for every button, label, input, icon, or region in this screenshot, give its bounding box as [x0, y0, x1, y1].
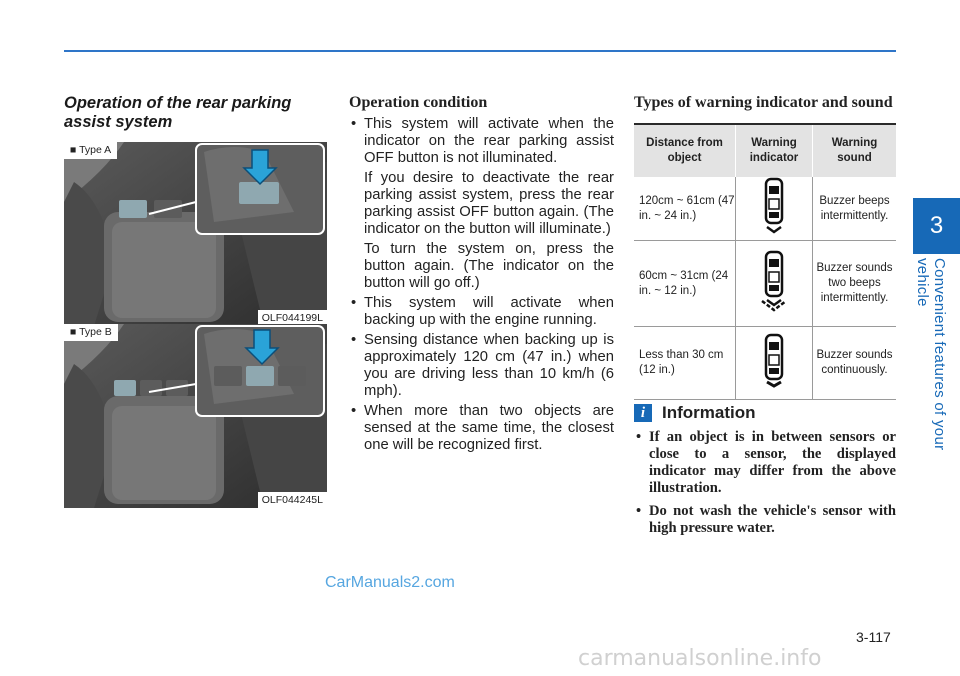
- column-header-distance: Distance from object: [634, 124, 736, 177]
- figure-code-a: OLF044199L: [258, 310, 327, 326]
- chapter-title: Convenient features of your vehicle: [914, 258, 948, 451]
- indicator-cell: [736, 241, 813, 327]
- operation-bullet: • Sensing distance when backing up is approximately 120 cm (47 in.) when you are driving less than 10 km/h (6 mph).: [349, 332, 614, 400]
- information-title: Information: [662, 403, 756, 422]
- operation-paragraph: To turn the system on, press the button again. (The indicator on the button will go off.): [364, 241, 614, 291]
- table-row: [634, 241, 896, 327]
- operation-condition-heading: Operation condition: [349, 94, 488, 111]
- table-row: [634, 177, 896, 241]
- operation-paragraph: If you desire to deactivate the rear parking assist system, press the rear parking assist OFF button again. (The indicator on the button will illuminate.): [364, 170, 614, 237]
- warning-table: [634, 123, 896, 400]
- operation-bullet: • This system will activate when the indicator on the rear parking assist OFF button is not illuminated.: [349, 116, 614, 167]
- distance-cell: 120cm ~ 61cm (47 in. ~ 24 in.): [634, 177, 736, 241]
- column-header-sound: Warning sound: [813, 124, 897, 177]
- operation-bullet: • This system will activate when backing up with the engine running.: [349, 295, 614, 329]
- figure-code-b: OLF044245L: [258, 492, 327, 508]
- console-illustration-a: [64, 142, 327, 326]
- sound-cell: Buzzer sounds continuously.: [813, 327, 897, 400]
- operation-condition-section: [349, 94, 614, 457]
- sound-cell: Buzzer beeps intermittently.: [813, 177, 897, 241]
- chapter-number-tab[interactable]: 3: [913, 198, 960, 254]
- information-box: [634, 403, 896, 537]
- information-bullet: • Do not wash the vehicle's sensor with high pressure water.: [634, 503, 896, 537]
- info-icon: i: [634, 404, 652, 422]
- table-header-row: [634, 124, 896, 177]
- warning-table-heading: Types of warning indicator and sound: [634, 94, 893, 111]
- figure-type-b-label: ■ Type B: [64, 324, 118, 341]
- indicator-cell: [736, 327, 813, 400]
- information-title-row: [634, 403, 896, 423]
- console-photo-type-b: [64, 324, 327, 508]
- indicator-cell: [736, 177, 813, 241]
- console-photo-type-a: [64, 142, 327, 326]
- section-title: Operation of the rear parking assist system: [64, 94, 292, 131]
- information-bullet: • If an object is in between sensors or close to a sensor, the displayed indicator may differ from the above illustration.: [634, 429, 896, 497]
- watermark-carmanuals2[interactable]: CarManuals2.com: [325, 574, 455, 591]
- watermark-carmanualsonline[interactable]: carmanualsonline.info: [578, 646, 822, 671]
- page-number: 3-117: [856, 629, 891, 645]
- distance-cell: 60cm ~ 31cm (24 in. ~ 12 in.): [634, 241, 736, 327]
- console-illustration-b: [64, 324, 327, 508]
- car-rear-sensor-icon: [759, 177, 789, 235]
- car-rear-sensor-icon: [759, 333, 789, 389]
- distance-cell: Less than 30 cm (12 in.): [634, 327, 736, 400]
- table-row: [634, 327, 896, 400]
- sound-cell: Buzzer sounds two beeps intermittently.: [813, 241, 897, 327]
- column-header-indicator: Warning indicator: [736, 124, 813, 177]
- header-rule: [64, 50, 896, 52]
- operation-bullet: • When more than two objects are sensed at the same time, the closest one will be recognized first.: [349, 403, 614, 454]
- car-rear-sensor-icon: [754, 250, 794, 312]
- figure-type-a-label: ■ Type A: [64, 142, 117, 159]
